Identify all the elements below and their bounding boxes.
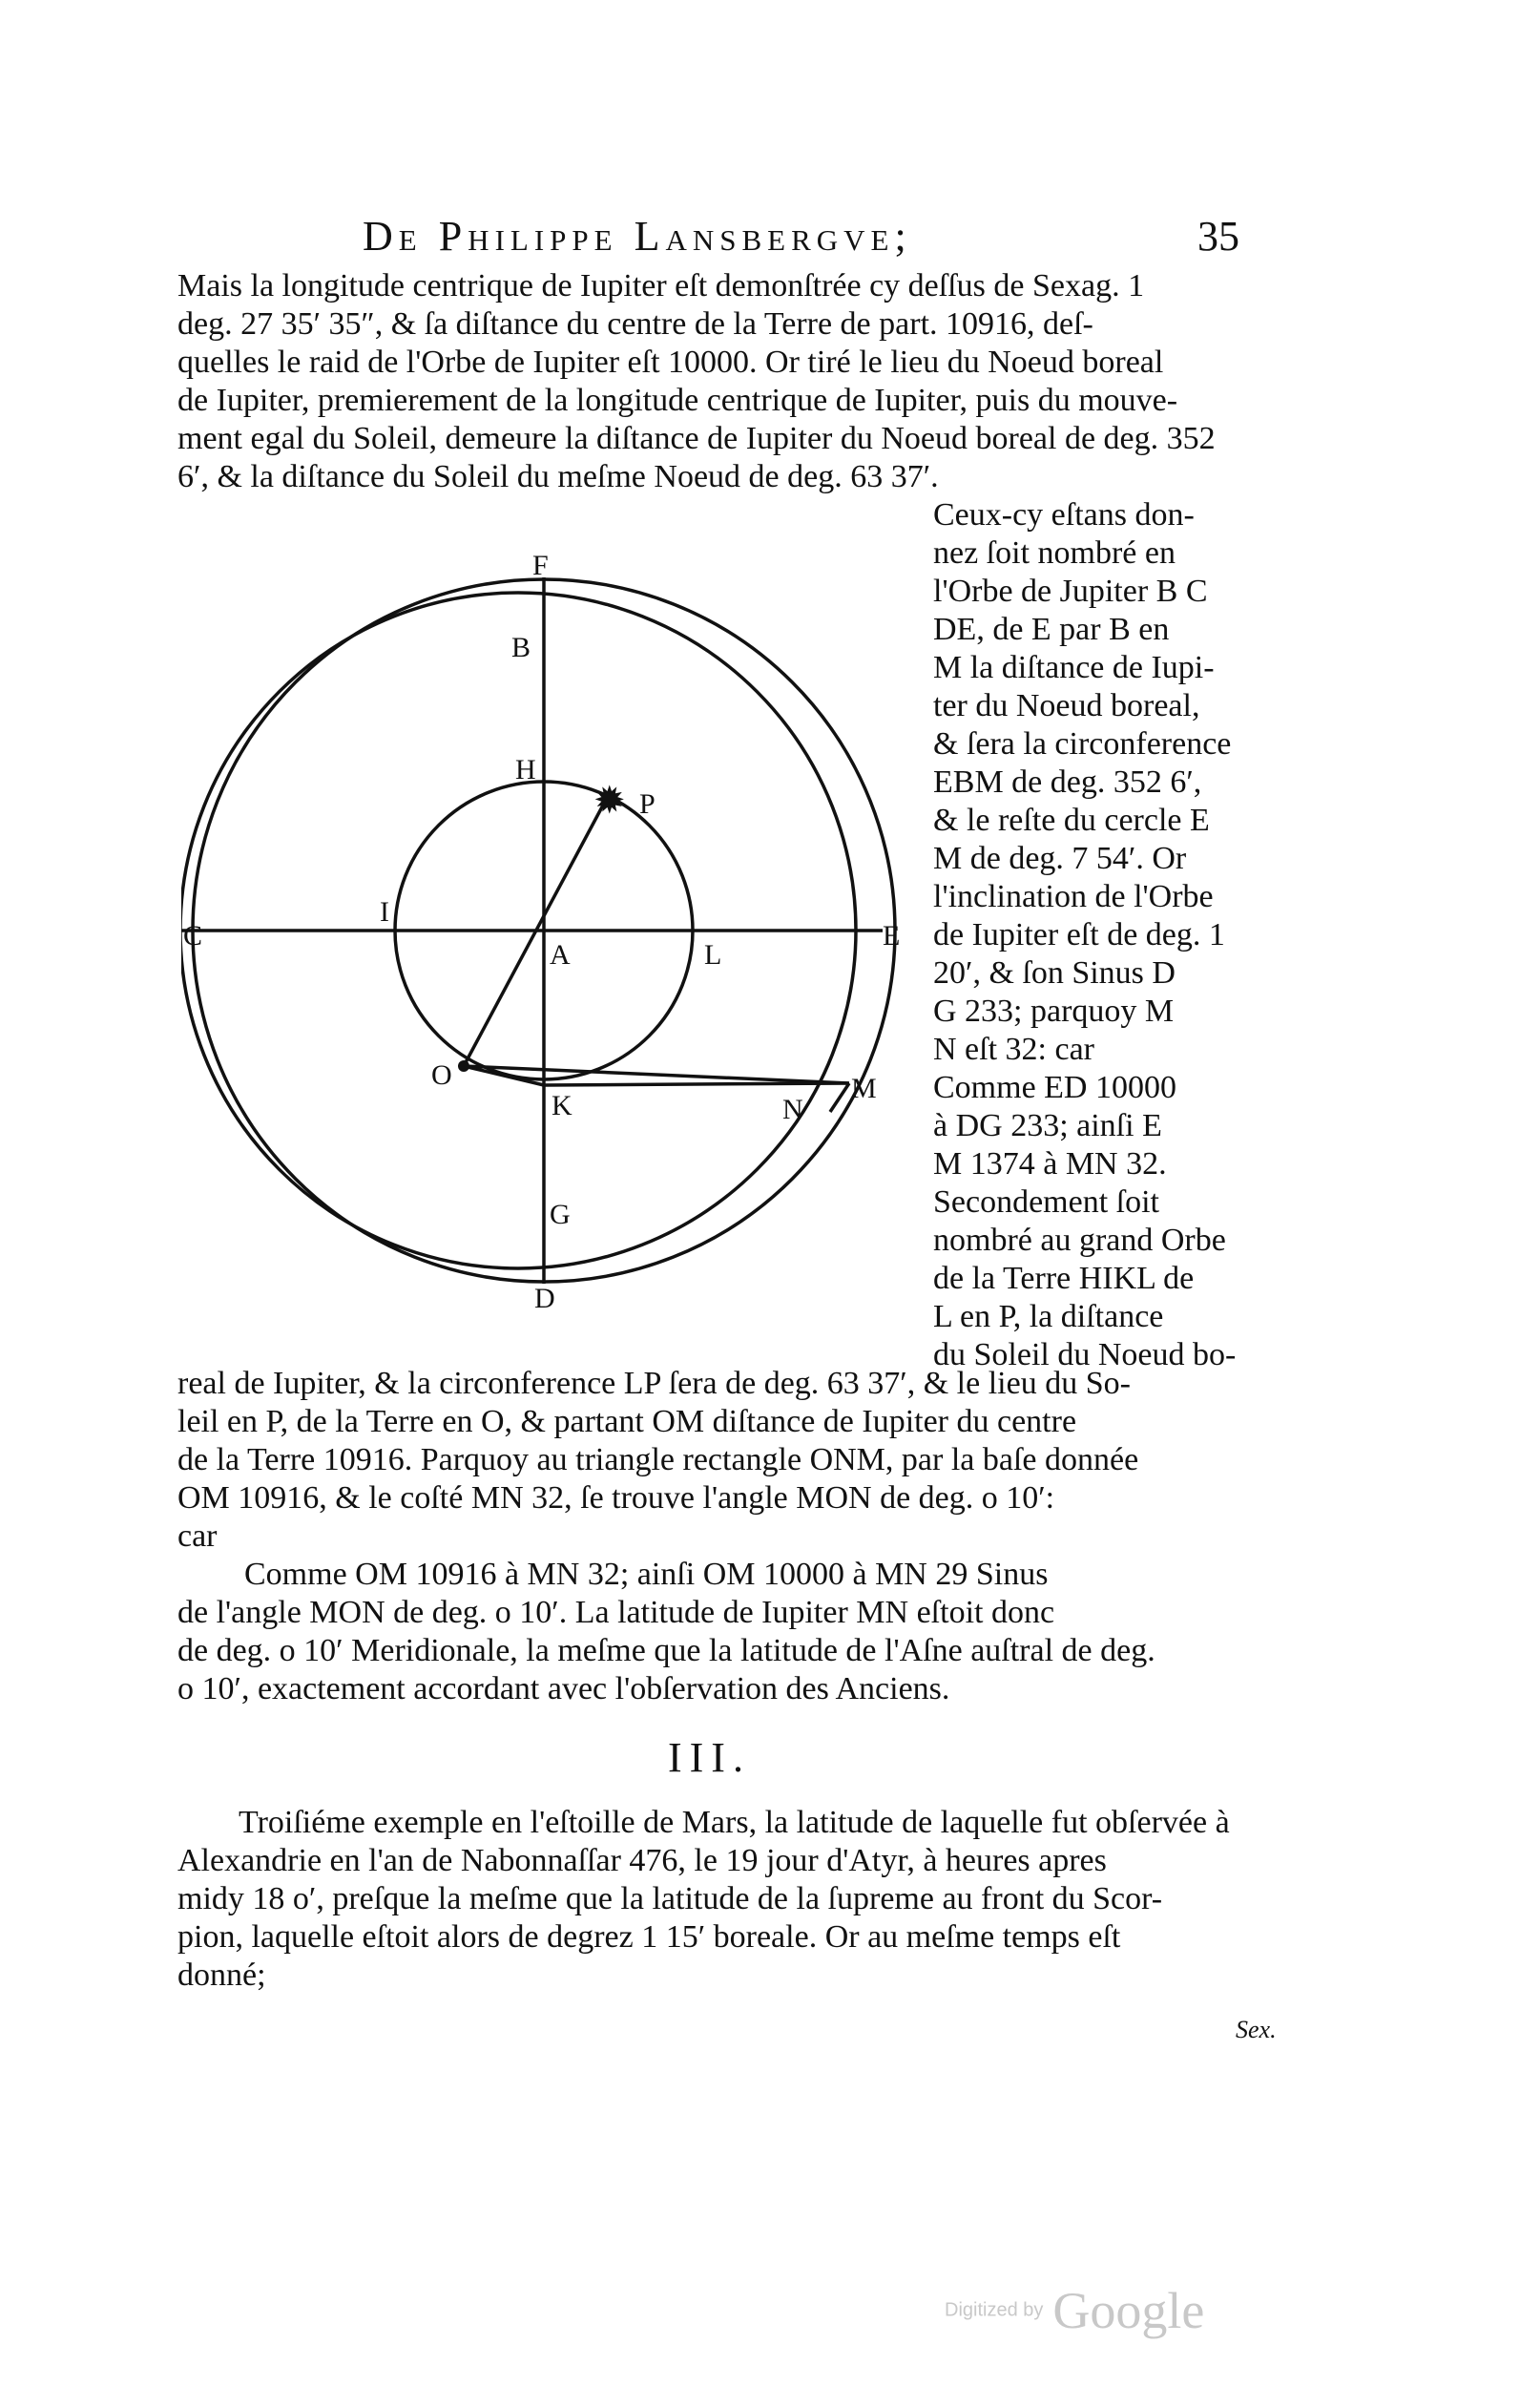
text-line: l'Orbe de Jupiter B C	[933, 574, 1208, 609]
label-e: E	[883, 920, 901, 952]
text-line: deg. 27 35′ 35″, & ſa diſtance du centre de la Terre de part. 10916, deſ-	[177, 306, 1093, 342]
google-logo: Google	[1052, 2282, 1205, 2339]
digitized-watermark	[945, 2281, 1204, 2340]
label-a: A	[550, 939, 571, 971]
side-column-text	[933, 496, 1305, 1374]
text-line: N eſt 32: car	[933, 1032, 1094, 1067]
text-line: de l'angle MON de deg. o 10′. La latitude de Iupiter MN eſtoit donc	[177, 1595, 1055, 1630]
label-o: O	[431, 1059, 452, 1091]
label-c: C	[183, 920, 203, 952]
label-h: H	[515, 754, 536, 785]
running-head: De Philippe Lansbergve;	[363, 213, 912, 260]
text-line: Mais la longitude centrique de Iupiter eſt demonſtrée cy deſſus de Sexag. 1	[177, 268, 1145, 303]
label-g: G	[550, 1199, 571, 1230]
paragraph-2	[177, 1365, 1307, 1556]
text-line: L en P, la diſtance	[933, 1299, 1164, 1334]
text-line: ment egal du Soleil, demeure la diſtance de Iupiter du Noeud boreal de deg. 352	[177, 421, 1216, 456]
text-line: Secondement ſoit	[933, 1184, 1160, 1220]
text-line: de Iupiter eſt de deg. 1	[933, 917, 1225, 952]
text-line: 6′, & la diſtance du Soleil du meſme Noeud de deg. 63 37′.	[177, 459, 939, 494]
text-line: M 1374 à MN 32.	[933, 1146, 1167, 1182]
page-number: 35	[1197, 213, 1239, 260]
section-numeral: III.	[668, 1734, 751, 1781]
text-line: G 233; parquoy M	[933, 994, 1175, 1029]
label-d: D	[534, 1283, 555, 1314]
text-line: M de deg. 7 54′. Or	[933, 841, 1187, 876]
text-line: midy 18 o′, preſque la meſme que la latitude de la ſupreme au front du Scor-	[177, 1881, 1163, 1916]
text-line: à DG 233; ainſi E	[933, 1108, 1162, 1143]
text-line: du Soleil du Noeud bo-	[933, 1337, 1237, 1372]
earth-point	[458, 1060, 469, 1072]
text-line: & ſera la circonference	[933, 726, 1232, 762]
text-line: nombré au grand Orbe	[933, 1223, 1226, 1258]
sun-earth-line	[464, 800, 606, 1066]
label-p: P	[639, 788, 656, 820]
text-line: donné;	[177, 1957, 266, 1993]
label-l: L	[704, 939, 722, 971]
label-m: M	[851, 1073, 877, 1104]
k-m-line	[544, 1083, 849, 1085]
paragraph-1	[177, 267, 1307, 496]
orbit-diagram	[181, 554, 935, 1317]
label-b: B	[511, 632, 531, 663]
text-line: & le reſte du cercle E	[933, 803, 1210, 838]
label-k: K	[551, 1090, 572, 1121]
text-line: l'inclination de l'Orbe	[933, 879, 1214, 914]
text-line: o 10′, exactement accordant avec l'obſervation des Anciens.	[177, 1671, 950, 1706]
text-line: ter du Noeud boreal,	[933, 688, 1200, 723]
text-line: de Iupiter, premierement de la longitude centrique de Iupiter, puis du mouve-	[177, 383, 1178, 418]
text-line: Troiſiéme exemple en l'eſtoille de Mars, la latitude de laquelle fut obſervée à	[239, 1805, 1230, 1840]
text-line: car	[177, 1518, 218, 1554]
sun-icon: ✹	[593, 779, 626, 823]
paragraph-4	[177, 1804, 1307, 1995]
label-f: F	[532, 554, 549, 581]
text-line: Comme ED 10000	[933, 1070, 1176, 1105]
text-line: M la diſtance de Iupi-	[933, 650, 1215, 685]
text-line: quelles le raid de l'Orbe de Iupiter eſt 10000. Or tiré le lieu du Noeud boreal	[177, 345, 1164, 380]
text-line: nez ſoit nombré en	[933, 535, 1176, 571]
catchword: Sex.	[1236, 2016, 1277, 2043]
text-line: 20′, & ſon Sinus D	[933, 955, 1176, 991]
paragraph-3	[177, 1556, 1307, 1708]
text-line: EBM de deg. 352 6′,	[933, 764, 1202, 800]
text-line: de la Terre 10916. Parquoy au triangle rectangle ONM, par la baſe donnée	[177, 1442, 1139, 1477]
text-line: DE, de E par B en	[933, 612, 1170, 647]
text-line: OM 10916, & le coſté MN 32, ſe trouve l'angle MON de deg. o 10′:	[177, 1480, 1055, 1516]
text-line: de la Terre HIKL de	[933, 1261, 1195, 1296]
label-n: N	[782, 1094, 803, 1125]
text-line: pion, laquelle eſtoit alors de degrez 1 15′ boreale. Or au meſme temps eſt	[177, 1919, 1121, 1955]
text-line: real de Iupiter, & la circonference LP ſera de deg. 63 37′, & le lieu du So-	[177, 1366, 1131, 1401]
label-i: I	[380, 896, 389, 928]
text-line: Comme OM 10916 à MN 32; ainſi OM 10000 à MN 29 Sinus	[244, 1557, 1049, 1592]
watermark-prefix: Digitized by	[945, 2299, 1044, 2321]
text-line: Alexandrie en l'an de Nabonnaſſar 476, le 19 jour d'Atyr, à heures apres	[177, 1843, 1107, 1878]
text-line: leil en P, de la Terre en O, & partant OM diſtance de Iupiter du centre	[177, 1404, 1077, 1439]
text-line: Ceux-cy eſtans don-	[933, 497, 1195, 533]
text-line: de deg. o 10′ Meridionale, la meſme que la latitude de l'Aſne auſtral de deg.	[177, 1633, 1155, 1668]
